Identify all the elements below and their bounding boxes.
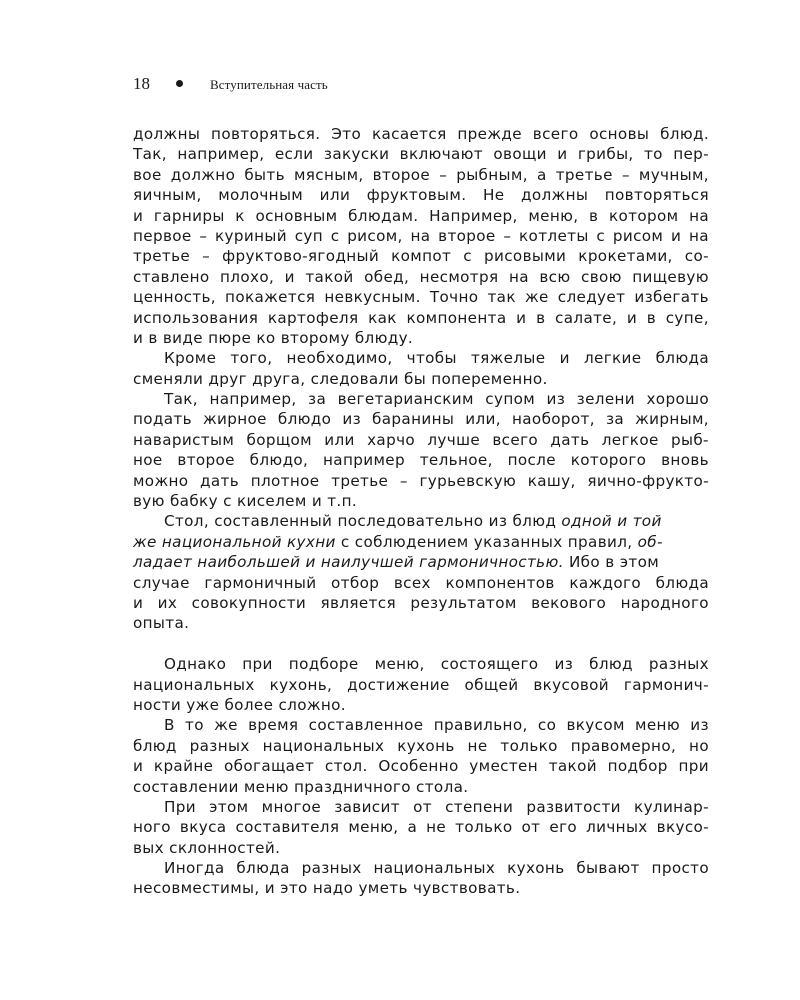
text-line — [133, 165, 709, 185]
word: салате, — [555, 308, 618, 327]
word: с — [463, 247, 472, 266]
word: второе — [177, 451, 235, 470]
word: блюдо, — [249, 451, 309, 470]
word: фруктово-ягодный — [222, 247, 380, 266]
word: вкусовой — [533, 675, 609, 694]
page-number: 18 — [133, 74, 150, 93]
word: мучным, — [638, 165, 709, 184]
italic-run: одной и той — [561, 512, 662, 531]
word: повторяться — [604, 186, 709, 205]
text-line — [133, 348, 709, 368]
word: гармонич- — [623, 675, 709, 694]
word: не — [426, 818, 447, 837]
text-line — [133, 817, 709, 837]
word: можно — [133, 471, 189, 490]
text-line — [133, 389, 709, 409]
text-line — [133, 858, 709, 878]
word: избегать — [634, 288, 709, 307]
word: и — [133, 206, 144, 225]
word: В — [164, 716, 175, 735]
text-line — [133, 226, 709, 246]
word: Однако — [164, 655, 227, 674]
word: третье — [331, 471, 389, 490]
word: состоящего — [440, 655, 539, 674]
word: со — [537, 716, 557, 735]
text-line — [133, 246, 709, 266]
word: Например, — [429, 206, 518, 225]
word: или — [319, 186, 351, 205]
word: овощи — [493, 145, 547, 164]
word: дать — [550, 430, 590, 449]
word: векового — [531, 593, 607, 612]
word: блюдам. — [348, 206, 419, 225]
word: зависит — [334, 797, 400, 816]
section-gap — [133, 634, 709, 654]
word: Кроме — [164, 349, 217, 368]
word: необходимо, — [286, 349, 393, 368]
word: степени — [445, 797, 514, 816]
word: является — [320, 593, 396, 612]
word: гарниры — [153, 206, 225, 225]
word: котором — [608, 206, 679, 225]
text-line — [133, 471, 709, 491]
text-line: ности уже более сложно. — [133, 695, 346, 714]
word: жирным, — [635, 410, 709, 429]
word: компонентов — [445, 573, 555, 592]
word: легкое — [601, 430, 659, 449]
word: – — [621, 165, 630, 184]
word: составителя — [235, 818, 340, 837]
word: жирное — [202, 410, 267, 429]
word: и — [284, 267, 295, 286]
word: должно — [170, 165, 236, 184]
word: или — [324, 430, 355, 449]
word: крайне — [153, 757, 214, 776]
word: меню, — [374, 655, 425, 674]
word: – — [199, 226, 208, 245]
word: Так, — [133, 145, 167, 164]
word: – — [399, 471, 408, 490]
word: Точно — [429, 288, 479, 307]
word: грибы, — [577, 145, 634, 164]
word: и — [559, 349, 570, 368]
word: со- — [684, 247, 709, 266]
word: блюд — [589, 655, 633, 674]
word: рисовыми — [484, 247, 567, 266]
word: следует — [557, 288, 626, 307]
word: второе — [438, 226, 496, 245]
text-line — [133, 532, 709, 552]
word: многое — [261, 797, 322, 816]
word: на — [688, 226, 709, 245]
word: свою — [581, 267, 622, 286]
word: в — [536, 308, 546, 327]
word: только — [455, 818, 513, 837]
word: время — [248, 716, 299, 735]
word: Не — [482, 186, 505, 205]
word: рисом, — [347, 226, 403, 245]
word: за — [308, 390, 327, 409]
word: этом — [209, 797, 249, 816]
word: от — [413, 797, 432, 816]
word: случае — [133, 573, 190, 592]
word: чтобы — [406, 349, 457, 368]
word: фруктовым. — [366, 186, 467, 205]
word: и — [133, 593, 144, 612]
text-line — [133, 552, 709, 572]
word: развитости — [526, 797, 621, 816]
word: третье — [555, 165, 613, 184]
word: вое — [133, 165, 162, 184]
text-line: и в виде пюре ко второму блюду. — [133, 328, 414, 347]
word: закуски — [323, 145, 390, 164]
text-line — [133, 206, 709, 226]
word: личных — [586, 818, 648, 837]
word: блюдо — [277, 410, 332, 429]
text-line — [133, 409, 709, 429]
word: вновь — [661, 451, 709, 470]
word: того, — [230, 349, 273, 368]
word: ное — [133, 451, 163, 470]
word: картофеля — [267, 308, 359, 327]
word: блюда — [655, 349, 709, 368]
word: мясным, — [293, 165, 364, 184]
text-line — [133, 511, 709, 531]
text-run: с соблюдением указанных правил, — [335, 532, 638, 551]
word: такой — [548, 757, 597, 776]
text-line — [133, 144, 709, 164]
word: в — [646, 308, 657, 327]
word: всего — [532, 125, 579, 143]
word: первое — [133, 226, 192, 245]
running-header — [133, 74, 713, 98]
word: не — [467, 736, 488, 755]
word: рисом — [612, 226, 664, 245]
text-line — [133, 287, 709, 307]
word: с — [596, 226, 606, 245]
word: хорошо — [646, 390, 709, 409]
word: кулинар- — [634, 797, 709, 816]
word: просто — [651, 859, 709, 878]
word: лучше — [427, 430, 481, 449]
word: легкие — [583, 349, 642, 368]
word: например, — [177, 145, 265, 164]
text-line — [133, 593, 709, 613]
word: бывают — [576, 859, 640, 878]
word: его — [549, 818, 578, 837]
text-line: вых склонностей. — [133, 838, 281, 857]
word: и — [516, 308, 527, 327]
word: Так, — [164, 390, 198, 409]
text-line — [133, 715, 709, 735]
text-line — [133, 675, 709, 695]
word: национальных — [373, 859, 496, 878]
word: при — [242, 655, 273, 674]
word: а — [536, 165, 547, 184]
word: же — [214, 716, 238, 735]
word: вегетарианским — [337, 390, 474, 409]
word: включают — [399, 145, 483, 164]
word: как — [368, 308, 397, 327]
word: – — [202, 247, 211, 266]
word: пер- — [673, 145, 709, 164]
word: вкусо- — [656, 818, 709, 837]
word: кухонь, — [269, 675, 333, 694]
word: гурьевскую — [419, 471, 517, 490]
word: быть — [244, 165, 285, 184]
word: национальных — [262, 736, 385, 755]
word: плохо, — [220, 267, 275, 286]
word: основы — [589, 125, 650, 143]
word: каждого — [569, 573, 641, 592]
word: совокупности — [191, 593, 307, 612]
word: народного — [620, 593, 709, 612]
text-line — [133, 756, 709, 776]
word: и — [557, 145, 568, 164]
word: молочным — [218, 186, 304, 205]
word: пищевую — [632, 267, 709, 286]
word: гармоничный — [204, 573, 317, 592]
word: меню — [635, 716, 680, 735]
word: зелени — [576, 390, 636, 409]
word: от — [521, 818, 541, 837]
word: супе, — [665, 308, 709, 327]
word: отбор — [331, 573, 380, 592]
word: из — [554, 655, 574, 674]
text-line — [133, 430, 709, 450]
text-line — [133, 654, 709, 674]
word: должны — [520, 186, 589, 205]
word: касается — [371, 125, 447, 143]
word: блюда — [655, 573, 709, 592]
word: Это — [331, 125, 362, 143]
text-line: вую бабку с киселем и т.п. — [133, 492, 358, 511]
word: вкуса — [179, 818, 227, 837]
text-line: несовместимы, и это надо уметь чувствовать. — [133, 879, 521, 898]
word: ставлено — [133, 267, 210, 286]
word: куриный — [215, 226, 287, 245]
word: всего — [492, 430, 539, 449]
word: обогащает — [223, 757, 315, 776]
word: тяжелые — [470, 349, 546, 368]
word: общей — [464, 675, 519, 694]
word: второе — [372, 165, 431, 184]
word: меню, — [528, 206, 579, 225]
italic-run: же национальной кухни — [133, 532, 336, 551]
word: в — [589, 206, 599, 225]
text-line: составлении меню праздничного стола. — [133, 777, 469, 796]
word: подборе — [288, 655, 359, 674]
word: блюд — [133, 736, 177, 755]
word: после — [507, 451, 556, 470]
word: использования — [133, 308, 259, 327]
word: плотное — [250, 471, 320, 490]
word: уместен — [469, 757, 539, 776]
word: Иногда — [164, 859, 225, 878]
word: невкусным. — [324, 288, 421, 307]
word: разных — [648, 655, 709, 674]
word: подбор — [607, 757, 668, 776]
word: При — [164, 797, 196, 816]
word: правомерно, — [570, 736, 677, 755]
text-line — [133, 185, 709, 205]
text-line: сменяли друг друга, следовали бы попеременно. — [133, 369, 548, 388]
word: харчо — [367, 430, 416, 449]
word: ценность, — [133, 288, 216, 307]
word: то — [643, 145, 663, 164]
word: и — [133, 757, 144, 776]
word: Особенно — [378, 757, 459, 776]
text-run: Стол, составленный последовательно из блюд — [164, 512, 562, 531]
word: или, — [465, 410, 501, 429]
word: только — [500, 736, 558, 755]
text-line — [133, 573, 709, 593]
word: например, — [209, 390, 297, 409]
word: крокетами, — [578, 247, 673, 266]
text-line — [133, 736, 709, 756]
word: если — [274, 145, 314, 164]
word: покажется — [225, 288, 316, 307]
text-line — [133, 797, 709, 817]
word: кухонь — [507, 859, 565, 878]
word: супом — [485, 390, 536, 409]
text-line — [133, 450, 709, 470]
word: блюда — [236, 859, 290, 878]
word: национальных — [133, 675, 255, 694]
word: основным — [255, 206, 338, 225]
word: суп — [294, 226, 324, 245]
word: из — [546, 390, 566, 409]
word: вкусом — [566, 716, 625, 735]
word: при — [678, 757, 709, 776]
word: кашу, — [527, 471, 576, 490]
word: на — [410, 226, 431, 245]
word: прежде — [457, 125, 522, 143]
word: которого — [570, 451, 647, 470]
word: и — [670, 226, 682, 245]
word: составленное — [308, 716, 424, 735]
word: из — [690, 716, 709, 735]
word: борщом — [246, 430, 312, 449]
italic-run: ладает наибольшей и наилучшей гармоничностью. — [133, 553, 564, 572]
word: к — [235, 206, 245, 225]
word: с — [330, 226, 340, 245]
word: и — [626, 308, 638, 327]
word: так — [487, 288, 516, 307]
word: рыб- — [671, 430, 709, 449]
word: а — [407, 818, 418, 837]
text-run: Ибо в этом — [563, 553, 660, 572]
word: правильно, — [433, 716, 528, 735]
word: котлеты — [519, 226, 589, 245]
text-line — [133, 124, 709, 144]
word: яичным, — [133, 186, 202, 205]
word: их — [157, 593, 178, 612]
word: например — [323, 451, 405, 470]
word: повторяться. — [211, 125, 321, 143]
body-text — [133, 124, 709, 899]
word: должны — [133, 125, 201, 143]
word: из — [342, 410, 361, 429]
word: за — [605, 410, 625, 429]
word: всю — [539, 267, 571, 286]
bullet-separator-icon — [176, 80, 183, 87]
word: наоборот, — [511, 410, 595, 429]
running-head-title: Вступительная часть — [210, 77, 328, 92]
text-line — [133, 267, 709, 287]
word: стол. — [324, 757, 368, 776]
word: то — [185, 716, 204, 735]
word: дать — [200, 471, 240, 490]
word: же — [524, 288, 549, 307]
word: такой — [305, 267, 354, 286]
word: блюд. — [660, 125, 709, 143]
word: достижение — [347, 675, 450, 694]
word: рыбным, — [456, 165, 528, 184]
word: всех — [393, 573, 431, 592]
italic-run: об- — [637, 532, 663, 551]
word: подать — [133, 410, 192, 429]
word: разных — [189, 736, 250, 755]
word: несмотря — [419, 267, 499, 286]
word: яично-фрукто- — [587, 471, 709, 490]
word: но — [689, 736, 709, 755]
word: на — [508, 267, 529, 286]
word: тельное, — [419, 451, 493, 470]
word: меню, — [348, 818, 399, 837]
text-line: опыта. — [133, 614, 190, 633]
word: – — [503, 226, 512, 245]
text-line — [133, 308, 709, 328]
word: третье — [133, 247, 191, 266]
word: разных — [301, 859, 362, 878]
word: компонента — [406, 308, 507, 327]
word: на — [689, 206, 709, 225]
word: – — [439, 165, 448, 184]
word: обед, — [364, 267, 410, 286]
word: кухонь — [397, 736, 455, 755]
word: ного — [133, 818, 171, 837]
word: результатом — [410, 593, 517, 612]
word: компот — [391, 247, 452, 266]
word: баранины — [372, 410, 455, 429]
word: наваристым — [133, 430, 235, 449]
